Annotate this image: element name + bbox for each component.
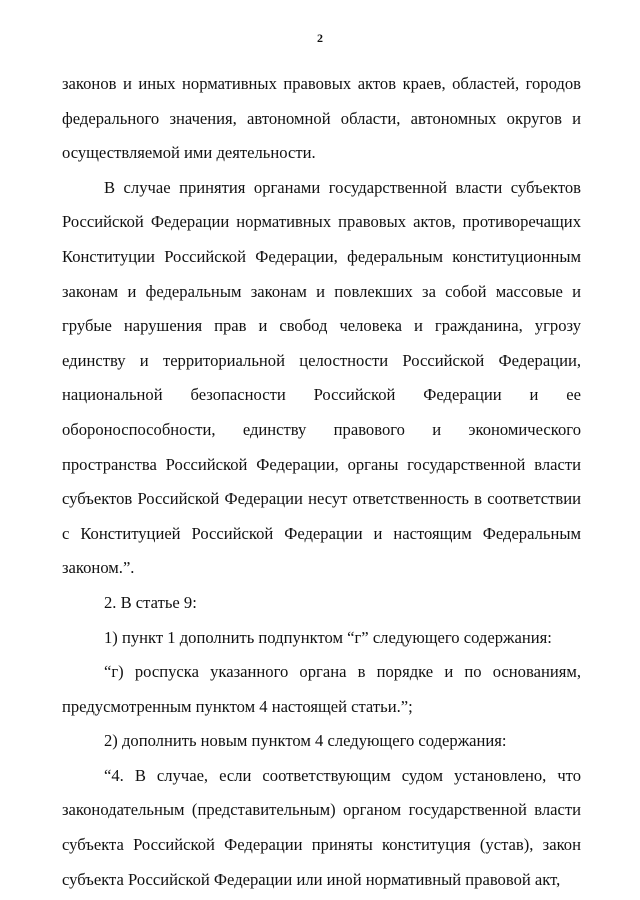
paragraph-3: 2. В статье 9: xyxy=(104,592,197,612)
paragraph-6: 2) дополнить новым пунктом 4 следующего содержания: xyxy=(104,731,507,751)
paragraph-7: “4. В случае, если соответствующим судом установлено, что законодательным (представительным) органом государственной власти субъекта Российской Федерации приняты конституция (устав), закон субъекта Российской Федерации или иной нормативный правовой акт, xyxy=(62,765,581,889)
document-body xyxy=(62,67,581,897)
paragraph-5: “г) роспуска указанного органа в порядке и по основаниям, предусмотренным пунктом 4 настоящей статьи.”; xyxy=(62,662,581,716)
paragraph-2: В случае принятия органами государственной власти субъектов Российской Федерации нормативных правовых актов, противоречащих Конституции Российской Федерации, федеральным конституционным законам и федеральным законам и повлекших за собой массовые и грубые нарушения прав и свобод человека и гражданина, угрозу единству и территориальной целостности Российской Федерации, национальной безопасности Российской Федерации и ее обороноспособности, единству правового и экономического пространства Российской Федерации, органы государственной власти субъектов Российской Федерации несут ответственность в соответствии с Конституцией Российской Федерации и настоящим Федеральным законом.”. xyxy=(62,177,581,578)
page-number: 2 xyxy=(317,31,323,45)
paragraph-1: законов и иных нормативных правовых актов краев, областей, городов федерального значения, автономной области, автономных округов и осуществляемой ими деятельности. xyxy=(62,74,581,163)
paragraph-4: 1) пункт 1 дополнить подпунктом “г” следующего содержания: xyxy=(104,627,552,647)
